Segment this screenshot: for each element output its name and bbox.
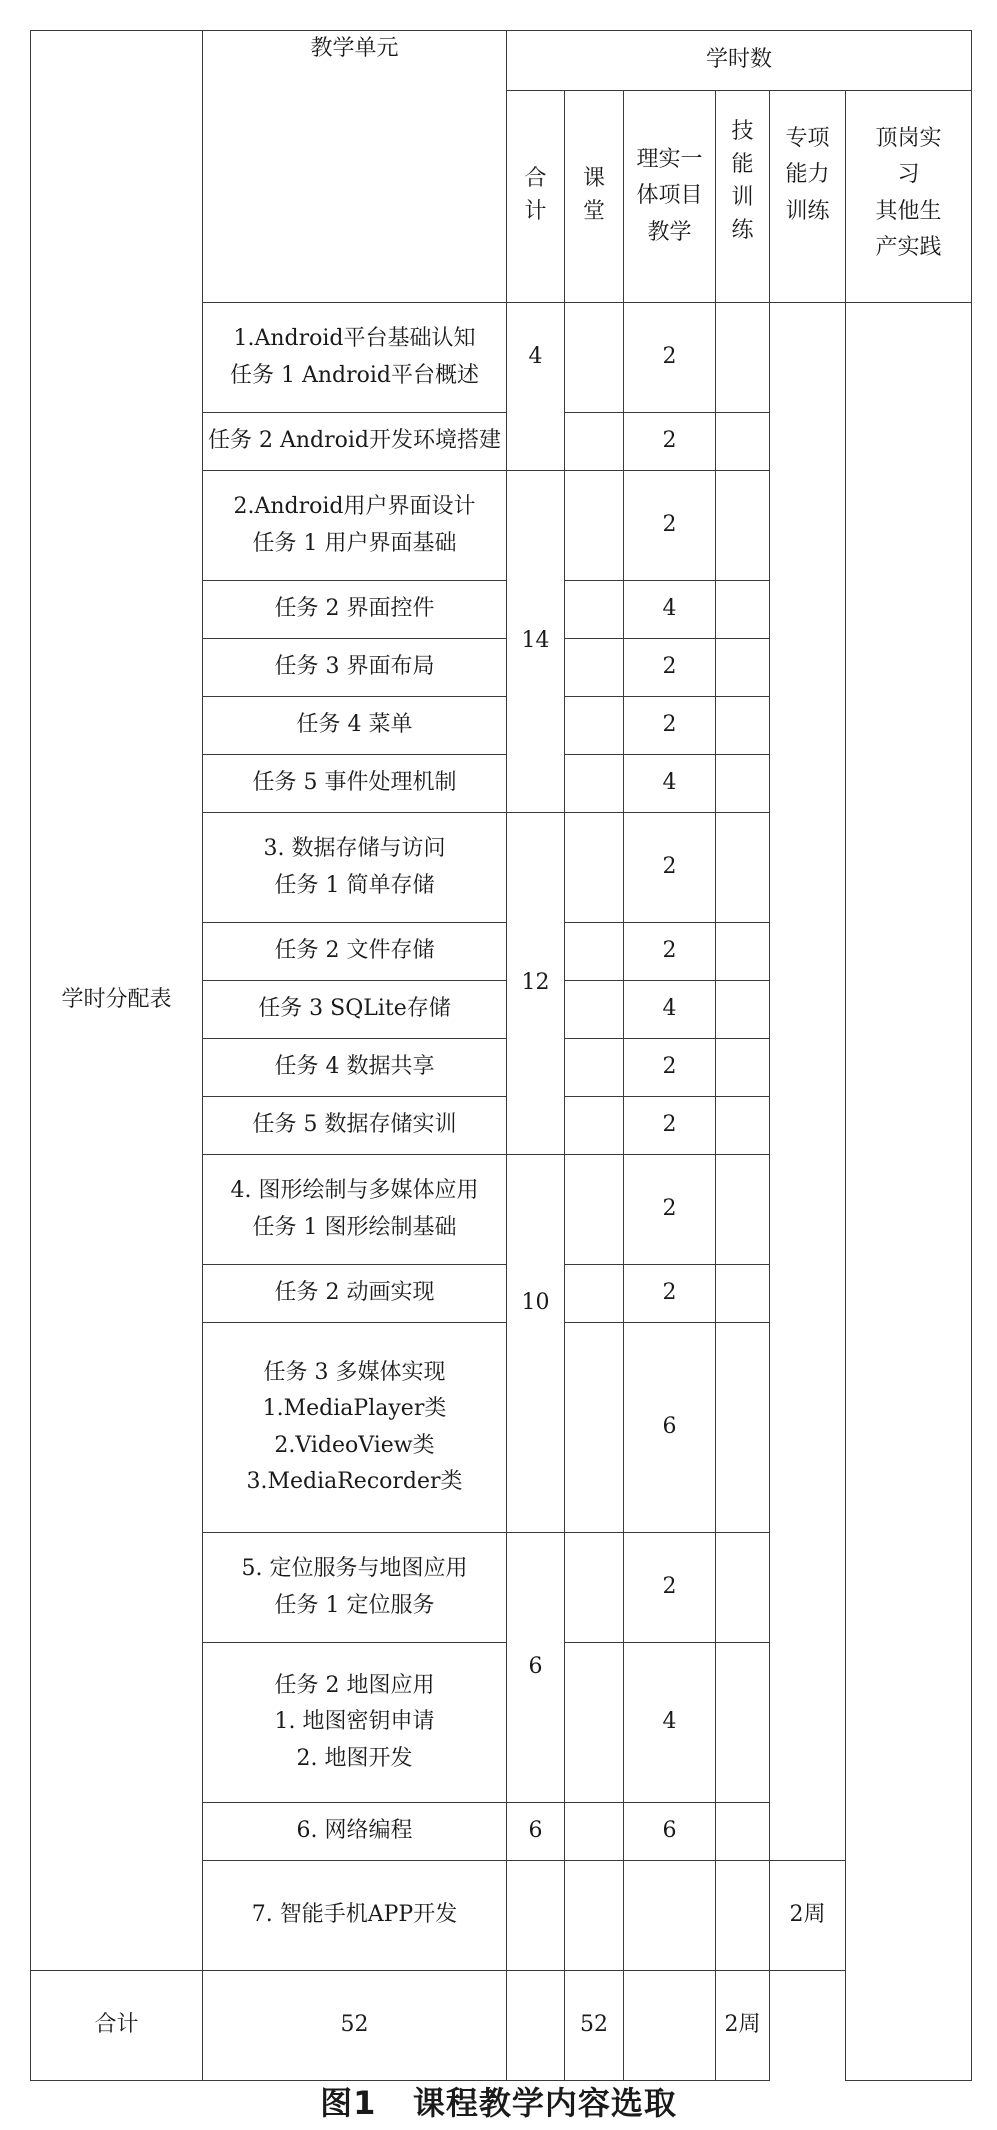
integrated-cell: 2	[624, 1039, 716, 1097]
group-total: 14	[507, 471, 565, 813]
unit-cell: 4. 图形绘制与多媒体应用 任务 1 图形绘制基础	[203, 1155, 507, 1265]
special-cell	[770, 303, 846, 1861]
unit-cell: 任务 4 菜单	[203, 697, 507, 755]
skill-cell	[716, 923, 770, 981]
integrated-cell: 2	[624, 471, 716, 581]
class-cell	[565, 1861, 624, 1971]
integrated-cell: 2	[624, 697, 716, 755]
group-total: 4	[507, 303, 565, 471]
header-class: 课堂	[565, 91, 624, 303]
integrated-cell: 4	[624, 981, 716, 1039]
unit-cell: 任务 3 界面布局	[203, 639, 507, 697]
unit-cell: 任务 2 文件存储	[203, 923, 507, 981]
grand-total-label: 合计	[31, 1971, 203, 2081]
integrated-cell: 2	[624, 1533, 716, 1643]
grand-total-special: 2周	[716, 1971, 770, 2081]
skill-cell	[716, 413, 770, 471]
integrated-cell: 6	[624, 1803, 716, 1861]
integrated-cell: 4	[624, 581, 716, 639]
skill-cell	[716, 1039, 770, 1097]
grand-total-hours: 52	[203, 1971, 507, 2081]
practice-cell	[846, 303, 972, 2081]
skill-cell	[716, 1323, 770, 1533]
unit-cell: 任务 2 Android开发环境搭建	[203, 413, 507, 471]
group-total: 6	[507, 1803, 565, 1861]
skill-cell	[716, 981, 770, 1039]
skill-cell	[716, 1097, 770, 1155]
figure-caption: 图1 课程教学内容选取	[320, 2084, 677, 2122]
integrated-cell: 2	[624, 1097, 716, 1155]
class-cell	[565, 1039, 624, 1097]
skill-cell	[716, 581, 770, 639]
skill-cell	[716, 1155, 770, 1265]
total-cell	[507, 1861, 565, 1971]
unit-cell: 任务 3 多媒体实现 1.MediaPlayer类 2.VideoView类 3.MediaRecorder类	[203, 1323, 507, 1533]
side-label: 学时分配表	[31, 31, 203, 1971]
unit-cell: 2.Android用户界面设计 任务 1 用户界面基础	[203, 471, 507, 581]
header-skill: 技能训练	[716, 91, 770, 303]
header-special: 专项 能力 训练	[770, 91, 846, 303]
class-cell	[565, 697, 624, 755]
integrated-cell: 2	[624, 639, 716, 697]
class-cell	[565, 981, 624, 1039]
unit-cell: 任务 2 动画实现	[203, 1265, 507, 1323]
grand-total-integrated: 52	[565, 1971, 624, 2081]
skill-cell	[716, 1265, 770, 1323]
integrated-cell: 2	[624, 1265, 716, 1323]
header-total: 合计	[507, 91, 565, 303]
class-cell	[565, 471, 624, 581]
unit-cell: 任务 2 地图应用 1. 地图密钥申请 2. 地图开发	[203, 1643, 507, 1803]
unit-cell: 7. 智能手机APP开发	[203, 1861, 507, 1971]
skill-cell	[716, 303, 770, 413]
skill-cell	[716, 755, 770, 813]
skill-cell	[716, 1643, 770, 1803]
class-cell	[565, 1803, 624, 1861]
group-total: 6	[507, 1533, 565, 1803]
class-cell	[565, 1097, 624, 1155]
class-cell	[565, 923, 624, 981]
integrated-cell: 2	[624, 303, 716, 413]
unit-cell: 6. 网络编程	[203, 1803, 507, 1861]
special-cell: 2周	[770, 1861, 846, 1971]
unit-cell: 5. 定位服务与地图应用 任务 1 定位服务	[203, 1533, 507, 1643]
unit-cell: 任务 4 数据共享	[203, 1039, 507, 1097]
skill-cell	[716, 1533, 770, 1643]
class-cell	[565, 813, 624, 923]
class-cell	[565, 1155, 624, 1265]
integrated-cell: 2	[624, 413, 716, 471]
class-cell	[565, 639, 624, 697]
class-cell	[565, 413, 624, 471]
skill-cell	[716, 697, 770, 755]
class-cell	[565, 1323, 624, 1533]
unit-cell: 任务 2 界面控件	[203, 581, 507, 639]
class-cell	[565, 1533, 624, 1643]
class-cell	[565, 581, 624, 639]
integrated-cell: 2	[624, 813, 716, 923]
header-integrated: 理实一 体项目 教学	[624, 91, 716, 303]
skill-cell	[716, 1861, 770, 1971]
skill-cell	[716, 639, 770, 697]
integrated-cell	[624, 1861, 716, 1971]
class-cell	[565, 303, 624, 413]
class-cell	[565, 1265, 624, 1323]
unit-cell: 任务 3 SQLite存储	[203, 981, 507, 1039]
header-unit: 教学单元	[203, 31, 507, 303]
unit-cell: 1.Android平台基础认知 任务 1 Android平台概述	[203, 303, 507, 413]
unit-cell: 任务 5 事件处理机制	[203, 755, 507, 813]
integrated-cell: 4	[624, 1643, 716, 1803]
class-cell	[507, 1971, 565, 2081]
class-cell	[565, 1643, 624, 1803]
skill-cell	[716, 471, 770, 581]
integrated-cell: 2	[624, 1155, 716, 1265]
hours-allocation-table	[30, 30, 972, 2081]
unit-cell: 3. 数据存储与访问 任务 1 简单存储	[203, 813, 507, 923]
skill-cell	[716, 1803, 770, 1861]
group-total: 10	[507, 1155, 565, 1533]
skill-cell	[624, 1971, 716, 2081]
integrated-cell: 4	[624, 755, 716, 813]
group-total: 12	[507, 813, 565, 1155]
header-hours-group: 学时数	[507, 31, 972, 91]
class-cell	[565, 755, 624, 813]
integrated-cell: 6	[624, 1323, 716, 1533]
header-practice: 顶岗实 习 其他生 产实践	[846, 91, 972, 303]
integrated-cell: 2	[624, 923, 716, 981]
skill-cell	[716, 813, 770, 923]
unit-cell: 任务 5 数据存储实训	[203, 1097, 507, 1155]
